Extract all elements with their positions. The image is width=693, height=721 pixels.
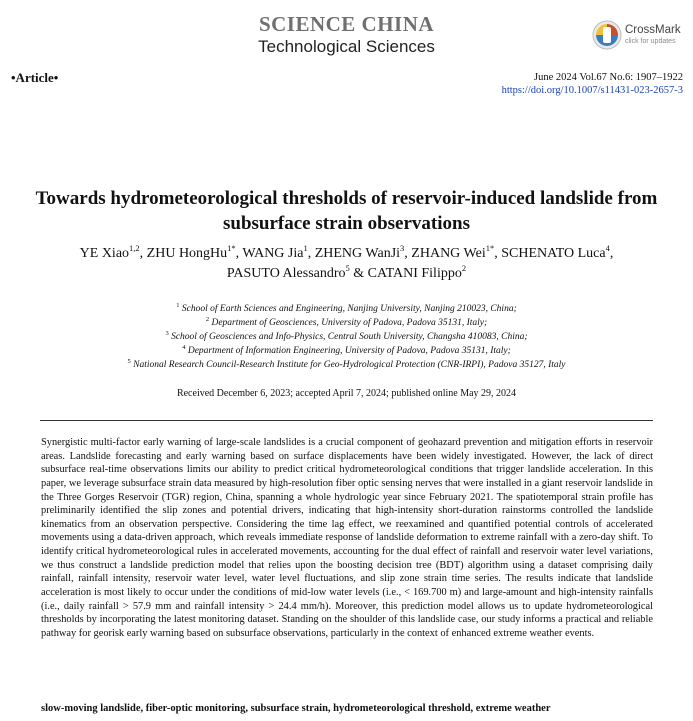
affiliation-number: 5 [127,358,131,365]
crossmark-subtitle: click for updates [625,38,676,45]
affiliation-list [20,302,673,372]
journal-subtitle: Technological Sciences [258,37,435,56]
affiliation-text: National Research Council-Research Institute for Geo-Hydrological Protection (CNR-IRPI), Padova 35127, Italy [130,360,566,370]
affiliation-number: 2 [205,316,210,323]
author-affiliation-mark: 1* [227,243,236,253]
keywords: slow-moving landslide, fiber-optic monitoring, subsurface strain, hydrometeorological threshold, extreme weather [41,703,551,714]
author-affiliation-mark: 1* [485,243,495,253]
crossmark-title: CrossMark [625,24,681,36]
affiliation-line [20,344,673,358]
affiliation-text: Department of Information Engineering, University of Padova, Padova 35131, Italy; [185,346,511,356]
author-affiliation-mark: 3 [400,243,405,253]
author-name: ZHANG Wei [411,246,486,261]
received-dates: Received December 6, 2023; accepted April 7, 2024; published online May 29, 2024 [176,388,517,399]
author-name: SCHENATO Luca [501,246,606,261]
author-name: ZHU HongHu [146,246,228,261]
article-type: •Article• [11,70,59,85]
affiliation-number: 3 [165,330,169,337]
author-list: YE Xiao$^{1,2}$, ZHU HongHu$^{1*}$, WANG Jia$^1$, ZHENG WanJi$^3$, ZHANG Wei$^{1*}$, SCHENATO Luca$^4$, PASUTO Alessandro$^5$ & CATANI Filippo$^2$ [79,243,614,281]
author-name: WANG Jia [242,246,304,261]
affiliation-line [20,316,673,330]
affiliation-line [20,358,673,372]
abstract-text: Synergistic multi-factor early warning of large-scale landslides is a crucial component of geohazard prevention and mitigation efforts in reservoir areas. Landslide forecasting and early warning based on surface displacements have been widely investigated. However, the lack of direct subsurface real-time observations limits our ability to predict critical hydrometeorological conditions that trigger landslide acceleration. In this paper, we leverage subsurface strain data measured by high-resolution fiber optic sensing nerves that were installed in a giant reservoir landslide in the Three Gorges Reservoir (TGR) region, China, spanning a whole hydrologic year since February 2021. The spatiotemporal strain profile has preliminarily identified the slip zones and potential drivers, indicating that high-intensity short-duration rainstorms controlled the landslide kinematics from an observation perspective. Considering the time lag effect, we reexamined and quantified potential controls of accelerated movements using a data-driven approach, which reveals immediate response of landslide deformation to extreme rainfall with a zero-day shift. To identify critical hydrometeorological rules in accelerated movements, accounting for the dual effect of rainfall and reservoir water level variations, we thus construct a landslide prediction model that relies upon the boosting decision tree (BDT) algorithm using a dataset comprising daily rainfall, rainfall intensity, reservoir water level, water level fluctuations, and slip zone strain time series. The results indicate that landslide acceleration is most likely to occur under the conditions of mid-low water levels (i.e., < 169.700 m) and large-amount and high-intensity rainfalls (i.e., daily rainfall > 57.9 mm and rainfall intensity > 24.4 mm/h). Moreover, this prediction model allows us to update hydrometeorological thresholds by incorporating the latest monitoring dataset. Standing on the shoulder of this landslide case, our study informs a practical and reliable pathway for georisk early warning based on subsurface observations, particularly in the context of enhanced extreme weather events. [41,437,653,639]
doi-link[interactable]: https://doi.org/10.1007/s11431-023-2657-3 [501,85,683,96]
journal-name: SCIENCE CHINA [258,12,435,36]
crossmark-icon [592,20,622,50]
affiliation-number: 1 [176,302,180,309]
author-name: PASUTO Alessandro [226,266,346,281]
author-affiliation-mark: 1,2 [129,243,140,253]
issue-info: June 2024 Vol.67 No.6: 1907–1922 [534,72,683,83]
affiliation-line [20,302,673,316]
author-name: CATANI Filippo [367,266,462,281]
author-affiliation-mark: 5 [345,263,350,273]
author-affiliation-mark: 2 [461,263,467,273]
author-affiliation-mark: 1 [303,243,308,253]
affiliation-text: School of Earth Sciences and Engineering, Nanjing University, Nanjing 210023, China; [179,304,517,314]
paper-title: Towards hydrometeorological thresholds of reservoir-induced landslide from subsurface strain observations [35,188,658,234]
separator-rule [40,420,653,421]
author-name: ZHENG WanJi [314,246,401,261]
crossmark-badge[interactable] [592,20,688,54]
affiliation-text: School of Geosciences and Info-Physics, Central South University, Changsha 410083, China; [168,332,528,342]
affiliation-line [20,330,673,344]
author-name: YE Xiao [79,246,130,261]
affiliation-number: 4 [182,344,186,351]
affiliation-text: Department of Geosciences, University of Padova, Padova 35131, Italy; [209,318,488,328]
author-affiliation-mark: 4 [605,243,610,253]
